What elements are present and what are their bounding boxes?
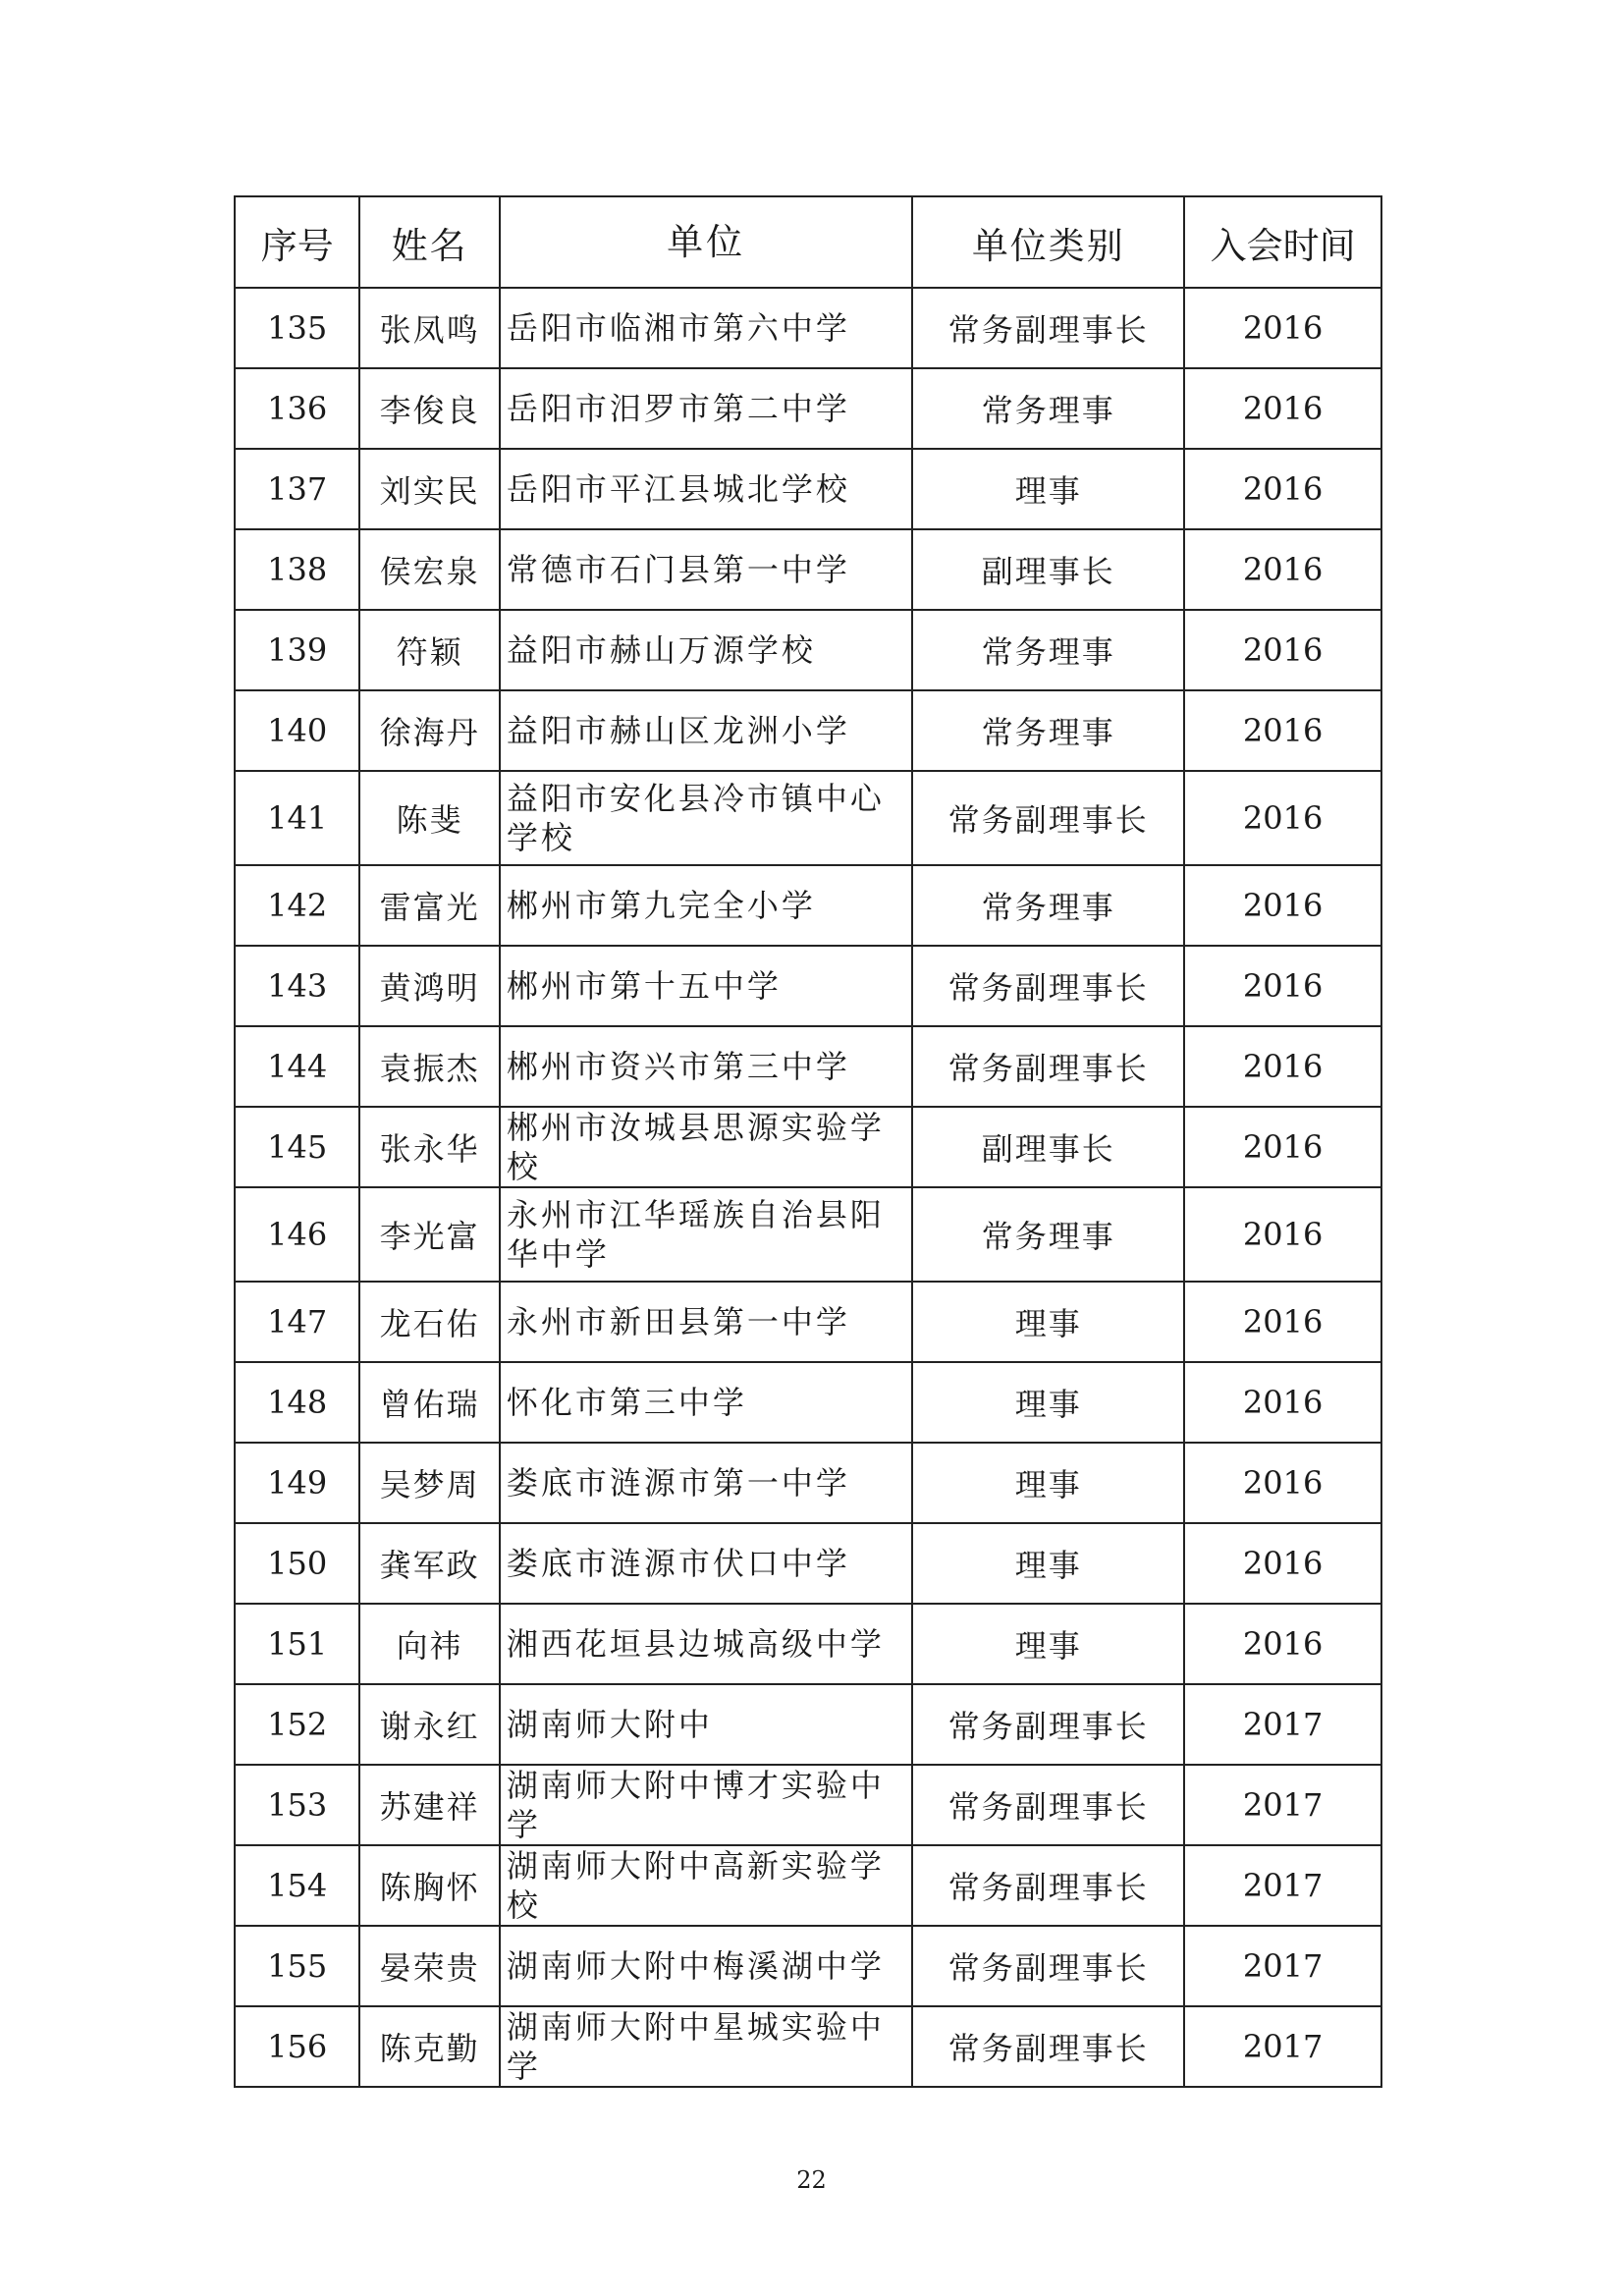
cell-unit: 益阳市安化县冷市镇中心学校 <box>500 771 912 865</box>
cell-name: 李俊良 <box>359 368 499 449</box>
cell-name: 晏荣贵 <box>359 1926 499 2006</box>
cell-category: 理事 <box>912 1443 1184 1523</box>
cell-name: 龚军政 <box>359 1523 499 1604</box>
cell-unit: 永州市江华瑶族自治县阳华中学 <box>500 1187 912 1282</box>
cell-year: 2016 <box>1184 1187 1381 1282</box>
cell-year: 2017 <box>1184 1684 1381 1765</box>
cell-year: 2016 <box>1184 368 1381 449</box>
cell-name: 雷富光 <box>359 865 499 946</box>
cell-year: 2016 <box>1184 288 1381 368</box>
cell-year: 2016 <box>1184 1604 1381 1684</box>
cell-year: 2016 <box>1184 946 1381 1026</box>
cell-category: 理事 <box>912 1604 1184 1684</box>
table-row <box>235 1107 1381 1187</box>
cell-category: 常务副理事长 <box>912 1926 1184 2006</box>
cell-category: 副理事长 <box>912 1107 1184 1187</box>
cell-no: 138 <box>235 529 359 610</box>
cell-category: 常务理事 <box>912 610 1184 690</box>
table-row <box>235 1443 1381 1523</box>
cell-name: 向祎 <box>359 1604 499 1684</box>
cell-category: 理事 <box>912 449 1184 529</box>
cell-unit: 益阳市赫山万源学校 <box>500 610 912 690</box>
cell-category: 常务理事 <box>912 865 1184 946</box>
header-year: 入会时间 <box>1184 196 1381 288</box>
table-row <box>235 1026 1381 1107</box>
cell-unit: 娄底市涟源市第一中学 <box>500 1443 912 1523</box>
table-row <box>235 865 1381 946</box>
cell-category: 理事 <box>912 1523 1184 1604</box>
cell-category: 常务理事 <box>912 368 1184 449</box>
cell-name: 吴梦周 <box>359 1443 499 1523</box>
cell-unit: 岳阳市平江县城北学校 <box>500 449 912 529</box>
cell-name: 侯宏泉 <box>359 529 499 610</box>
cell-year: 2017 <box>1184 1845 1381 1926</box>
page-number: 22 <box>796 2166 827 2194</box>
cell-name: 张凤鸣 <box>359 288 499 368</box>
cell-category: 常务副理事长 <box>912 2006 1184 2087</box>
table-body <box>235 288 1381 2087</box>
table-row <box>235 288 1381 368</box>
table-row <box>235 1187 1381 1282</box>
cell-no: 152 <box>235 1684 359 1765</box>
table-row <box>235 690 1381 771</box>
cell-no: 155 <box>235 1926 359 2006</box>
cell-unit: 湖南师大附中 <box>500 1684 912 1765</box>
table-row <box>235 1926 1381 2006</box>
cell-category: 常务副理事长 <box>912 771 1184 865</box>
cell-name: 苏建祥 <box>359 1765 499 1845</box>
cell-unit: 永州市新田县第一中学 <box>500 1282 912 1362</box>
cell-no: 148 <box>235 1362 359 1443</box>
cell-no: 135 <box>235 288 359 368</box>
table-row <box>235 946 1381 1026</box>
cell-name: 张永华 <box>359 1107 499 1187</box>
cell-year: 2017 <box>1184 2006 1381 2087</box>
cell-year: 2017 <box>1184 1765 1381 1845</box>
cell-year: 2016 <box>1184 1523 1381 1604</box>
table-row <box>235 1523 1381 1604</box>
cell-category: 常务副理事长 <box>912 1026 1184 1107</box>
cell-no: 139 <box>235 610 359 690</box>
table-row <box>235 610 1381 690</box>
cell-unit: 郴州市第十五中学 <box>500 946 912 1026</box>
header-category: 单位类别 <box>912 196 1184 288</box>
cell-no: 142 <box>235 865 359 946</box>
cell-year: 2016 <box>1184 865 1381 946</box>
cell-no: 154 <box>235 1845 359 1926</box>
table-row <box>235 1765 1381 1845</box>
cell-year: 2016 <box>1184 1362 1381 1443</box>
cell-no: 137 <box>235 449 359 529</box>
cell-no: 145 <box>235 1107 359 1187</box>
cell-unit: 岳阳市汨罗市第二中学 <box>500 368 912 449</box>
table-row <box>235 449 1381 529</box>
cell-category: 常务副理事长 <box>912 1845 1184 1926</box>
member-table <box>234 195 1382 2088</box>
cell-name: 李光富 <box>359 1187 499 1282</box>
header-no: 序号 <box>235 196 359 288</box>
cell-unit: 湖南师大附中高新实验学校 <box>500 1845 912 1926</box>
table-row <box>235 2006 1381 2087</box>
cell-name: 龙石佑 <box>359 1282 499 1362</box>
cell-no: 140 <box>235 690 359 771</box>
cell-no: 146 <box>235 1187 359 1282</box>
cell-category: 常务副理事长 <box>912 288 1184 368</box>
cell-year: 2016 <box>1184 1026 1381 1107</box>
cell-name: 陈克勤 <box>359 2006 499 2087</box>
cell-name: 袁振杰 <box>359 1026 499 1107</box>
table-row <box>235 1684 1381 1765</box>
cell-category: 常务理事 <box>912 1187 1184 1282</box>
cell-no: 150 <box>235 1523 359 1604</box>
cell-year: 2016 <box>1184 690 1381 771</box>
cell-year: 2016 <box>1184 771 1381 865</box>
cell-unit: 益阳市赫山区龙洲小学 <box>500 690 912 771</box>
cell-name: 黄鸿明 <box>359 946 499 1026</box>
cell-name: 谢永红 <box>359 1684 499 1765</box>
cell-no: 143 <box>235 946 359 1026</box>
cell-category: 理事 <box>912 1282 1184 1362</box>
cell-year: 2016 <box>1184 1282 1381 1362</box>
cell-no: 156 <box>235 2006 359 2087</box>
table-header-row <box>235 196 1381 288</box>
cell-category: 副理事长 <box>912 529 1184 610</box>
cell-year: 2016 <box>1184 610 1381 690</box>
cell-year: 2016 <box>1184 1443 1381 1523</box>
table-row <box>235 771 1381 865</box>
cell-name: 刘实民 <box>359 449 499 529</box>
cell-year: 2016 <box>1184 529 1381 610</box>
cell-category: 常务副理事长 <box>912 1684 1184 1765</box>
cell-unit: 湖南师大附中星城实验中学 <box>500 2006 912 2087</box>
cell-unit: 郴州市第九完全小学 <box>500 865 912 946</box>
cell-year: 2016 <box>1184 449 1381 529</box>
cell-name: 徐海丹 <box>359 690 499 771</box>
cell-unit: 郴州市汝城县思源实验学校 <box>500 1107 912 1187</box>
cell-no: 136 <box>235 368 359 449</box>
cell-no: 147 <box>235 1282 359 1362</box>
cell-year: 2016 <box>1184 1107 1381 1187</box>
cell-no: 151 <box>235 1604 359 1684</box>
cell-year: 2017 <box>1184 1926 1381 2006</box>
cell-no: 141 <box>235 771 359 865</box>
table-row <box>235 1845 1381 1926</box>
cell-unit: 湘西花垣县边城高级中学 <box>500 1604 912 1684</box>
cell-unit: 岳阳市临湘市第六中学 <box>500 288 912 368</box>
cell-name: 符颖 <box>359 610 499 690</box>
cell-category: 常务副理事长 <box>912 1765 1184 1845</box>
header-name: 姓名 <box>359 196 499 288</box>
table-row <box>235 1604 1381 1684</box>
cell-unit: 郴州市资兴市第三中学 <box>500 1026 912 1107</box>
cell-no: 149 <box>235 1443 359 1523</box>
table-row <box>235 1362 1381 1443</box>
cell-unit: 常德市石门县第一中学 <box>500 529 912 610</box>
cell-category: 常务理事 <box>912 690 1184 771</box>
cell-name: 陈斐 <box>359 771 499 865</box>
cell-category: 常务副理事长 <box>912 946 1184 1026</box>
cell-unit: 湖南师大附中博才实验中学 <box>500 1765 912 1845</box>
table-row <box>235 529 1381 610</box>
cell-unit: 湖南师大附中梅溪湖中学 <box>500 1926 912 2006</box>
cell-no: 144 <box>235 1026 359 1107</box>
header-unit: 单位 <box>500 196 912 288</box>
table-row <box>235 368 1381 449</box>
cell-unit: 娄底市涟源市伏口中学 <box>500 1523 912 1604</box>
cell-no: 153 <box>235 1765 359 1845</box>
cell-name: 陈胸怀 <box>359 1845 499 1926</box>
cell-unit: 怀化市第三中学 <box>500 1362 912 1443</box>
cell-name: 曾佑瑞 <box>359 1362 499 1443</box>
cell-category: 理事 <box>912 1362 1184 1443</box>
table-row <box>235 1282 1381 1362</box>
